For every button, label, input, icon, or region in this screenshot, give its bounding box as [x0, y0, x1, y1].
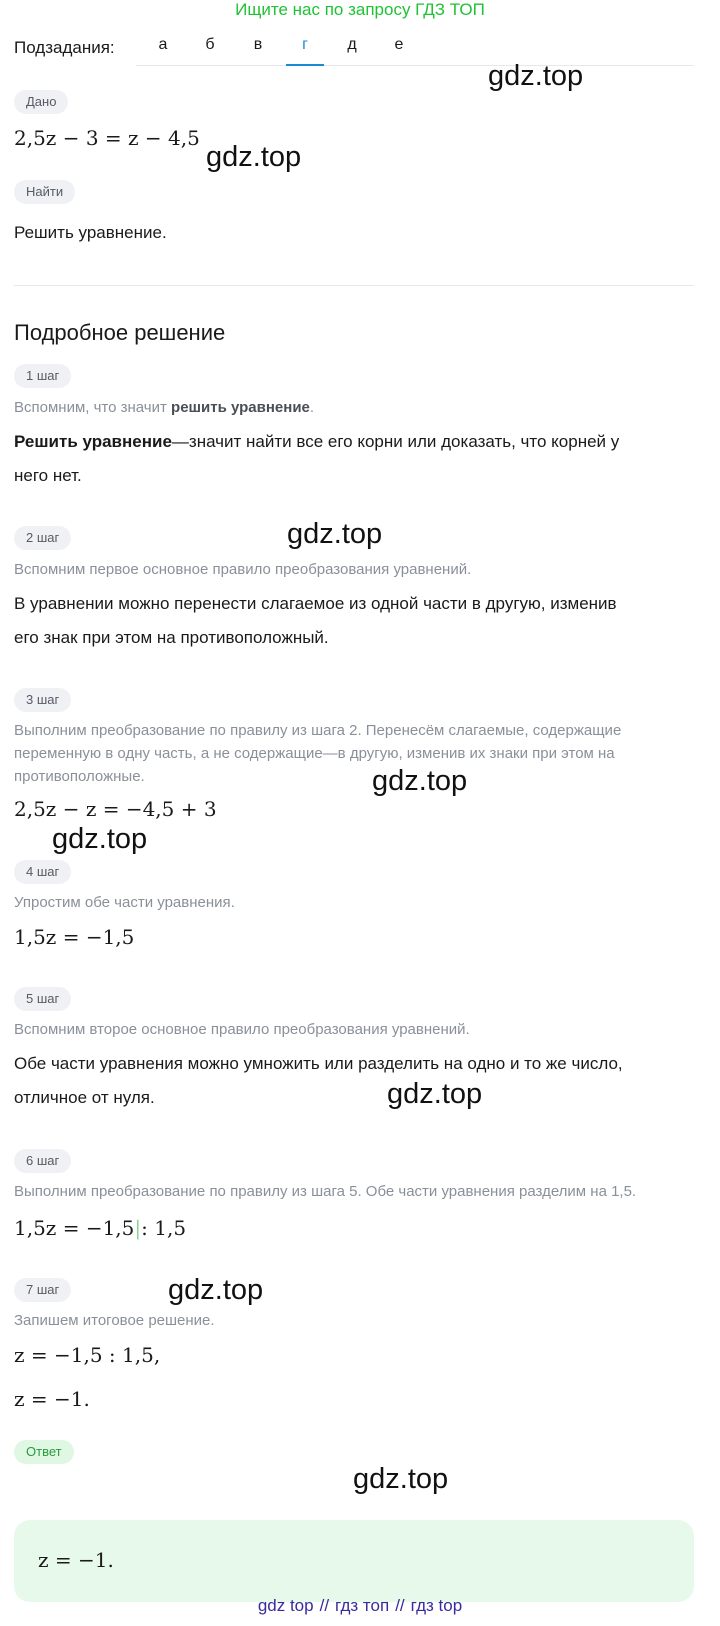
given-chip: Дано [14, 90, 68, 114]
step-7-chip: 7 шаг [14, 1278, 71, 1302]
step-6-chip: 6 шаг [14, 1149, 71, 1173]
step-7-equation-1: z = −1,5 : 1,5, [14, 1343, 161, 1367]
solution-title: Подробное решение [14, 320, 226, 345]
watermark: gdz.top [372, 765, 468, 797]
answer-box [14, 1520, 694, 1602]
tab-d[interactable]: д [347, 36, 357, 53]
subtasks-tabs [136, 34, 694, 66]
tab-e[interactable]: е [394, 36, 404, 53]
step-1-hint: Вспомним, что значит решить уравнение. [14, 399, 315, 416]
step-2-chip: 2 шаг [14, 526, 71, 550]
step-3-hint: Выполним преобразование по правилу из шага 2. Перенесём слагаемые, содержащие переменную в одну часть, а не содержащие—в другую, изменив их знаки при этом на противоположные. [14, 722, 622, 785]
divider [14, 285, 694, 286]
footer-links [0, 1596, 720, 1616]
watermark: gdz.top [206, 141, 302, 173]
step-5-chip: 5 шаг [14, 987, 71, 1011]
watermark: gdz.top [52, 823, 148, 855]
footer-link-gdz-top-ru[interactable]: гдз топ [335, 1596, 390, 1615]
tab-v[interactable]: в [253, 36, 263, 53]
step-2-text: В уравнении можно перенести слагаемое из одной части в другую, изменив его знак при этом на противоположный. [14, 594, 617, 647]
step-3-equation: 2,5z − z = −4,5 + 3 [14, 797, 217, 821]
footer-link-gdz-top[interactable]: gdz top [257, 1596, 314, 1615]
step-5-hint: Вспомним второе основное правило преобразования уравнений. [14, 1021, 470, 1038]
watermark: gdz.top [287, 518, 383, 550]
step-6-equation: 1,5z = −1,5|: 1,5 [14, 1216, 187, 1240]
step-7-equation-2: z = −1. [14, 1387, 90, 1411]
footer-link-gdz-top-mixed[interactable]: гдз top [410, 1596, 463, 1615]
tab-b[interactable]: б [205, 36, 215, 53]
tab-a[interactable]: а [158, 36, 168, 53]
step-4-equation: 1,5z = −1,5 [14, 925, 135, 949]
step-3-chip: 3 шаг [14, 688, 71, 712]
subtasks-label: Подзадания: [14, 38, 115, 57]
answer-chip: Ответ [14, 1440, 74, 1464]
step-1-chip: 1 шаг [14, 364, 71, 388]
watermark: gdz.top [353, 1463, 449, 1495]
find-text: Решить уравнение. [14, 223, 167, 242]
step-6-hint: Выполним преобразование по правилу из шага 5. Обе части уравнения разделим на 1,5. [14, 1183, 637, 1200]
step-2-hint: Вспомним первое основное правило преобразования уравнений. [14, 561, 472, 578]
watermark: gdz.top [488, 60, 584, 92]
tab-g[interactable]: г [286, 36, 324, 66]
top-banner[interactable]: Ищите нас по запросу ГДЗ ТОП [235, 0, 485, 19]
step-4-hint: Упростим обе части уравнения. [14, 894, 235, 911]
footer-separator: // [395, 1596, 405, 1615]
footer-separator: // [319, 1596, 330, 1615]
step-4-chip: 4 шаг [14, 860, 71, 884]
watermark: gdz.top [387, 1078, 483, 1110]
subtasks-nav [14, 34, 694, 68]
step-5-text: Обе части уравнения можно умножить или разделить на одно и то же число, отличное от нуля. [14, 1054, 623, 1107]
watermark: gdz.top [168, 1274, 264, 1306]
step-1-text: Решить уравнение—значит найти все его корни или доказать, что корней у него нет. [14, 432, 620, 485]
find-chip: Найти [14, 180, 75, 204]
step-7-hint: Запишем итоговое решение. [14, 1312, 215, 1329]
answer-equation: z = −1. [38, 1548, 114, 1572]
given-equation: 2,5z − 3 = z − 4,5 [14, 126, 200, 150]
